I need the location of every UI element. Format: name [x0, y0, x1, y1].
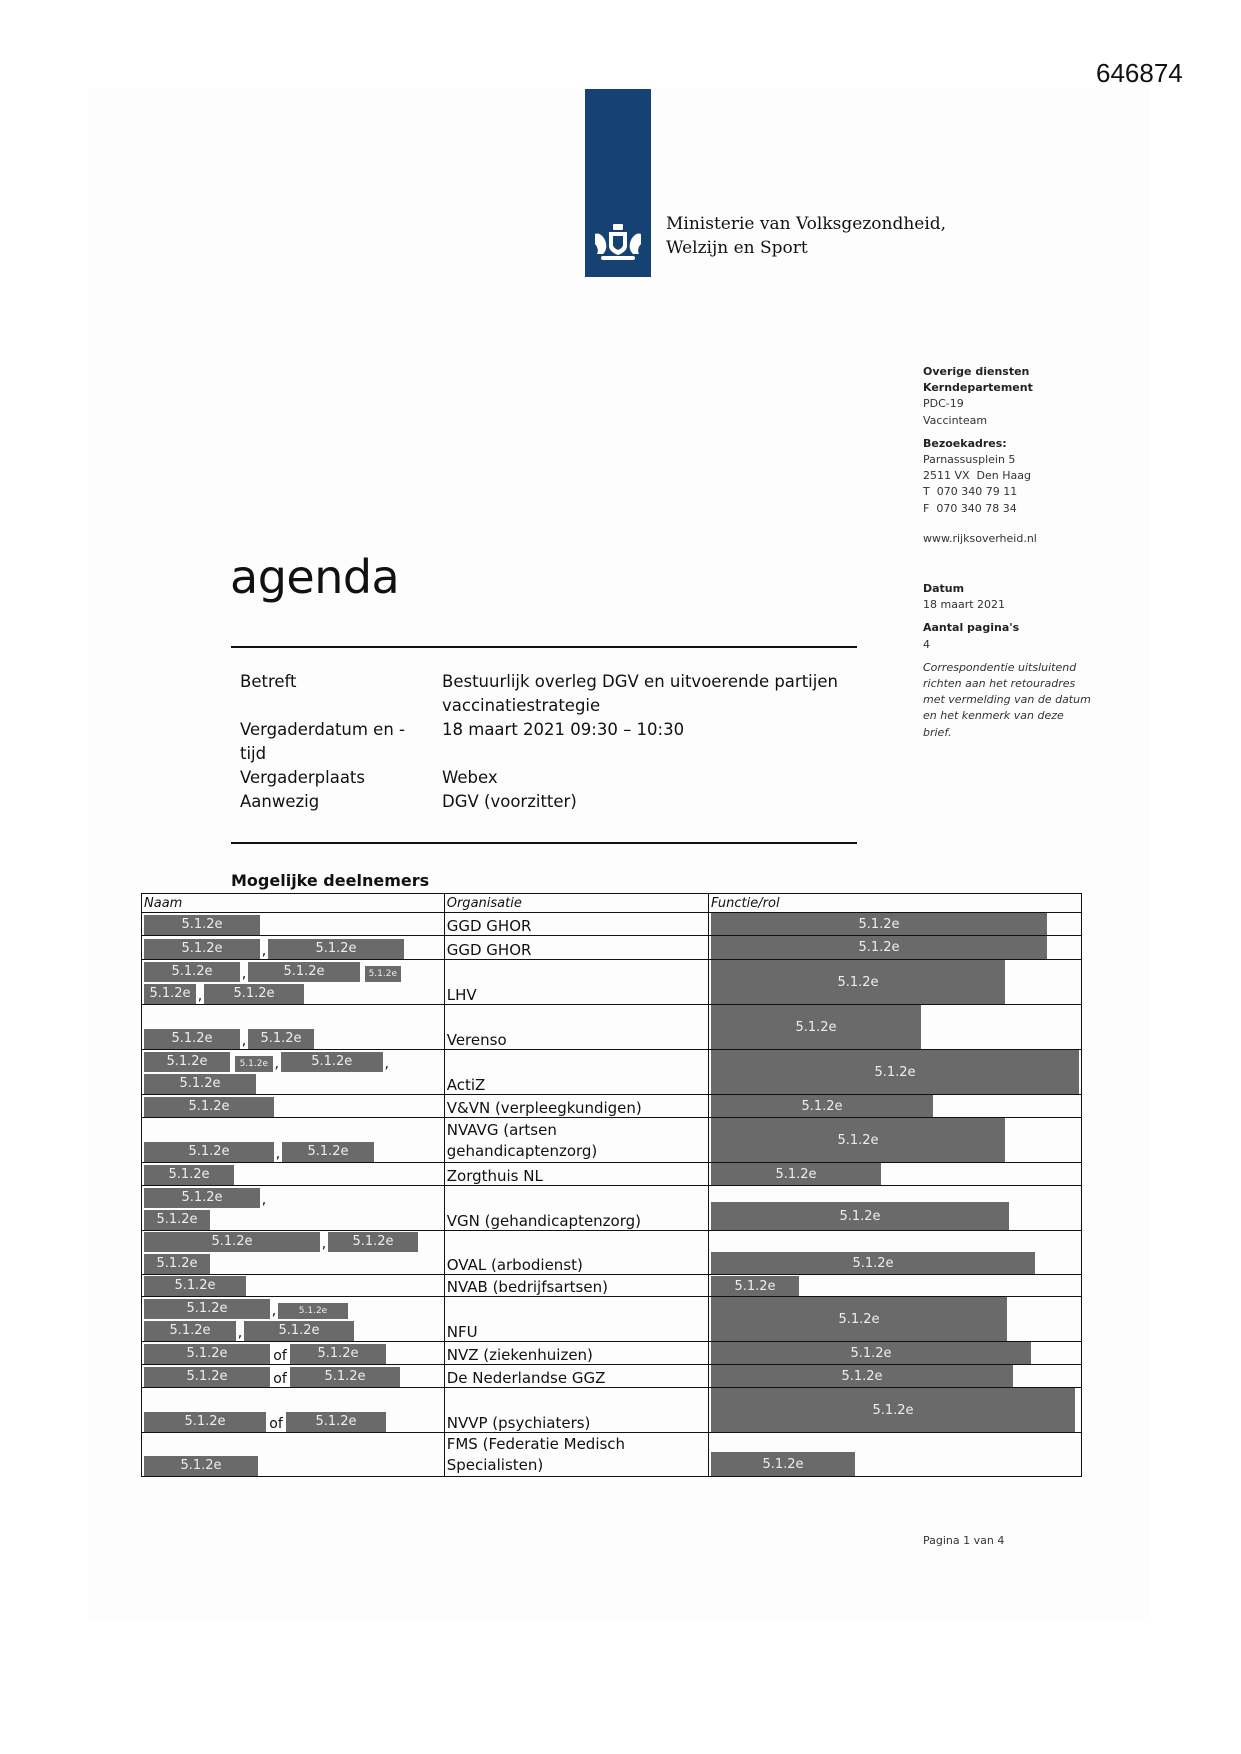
organisation-cell: LHV [444, 960, 708, 1005]
name-cell: 5.1.2e , 5.1.2e 5.1.2e 5.1.2e , 5.1.2e [142, 960, 445, 1005]
redaction-block: 5.1.2e [144, 1097, 274, 1117]
name-cell [142, 913, 445, 936]
notice-line-3: met vermelding van de datum [923, 693, 1091, 707]
table-row [142, 1297, 1082, 1342]
function-cell [708, 1365, 1081, 1388]
name-cell [142, 1342, 445, 1365]
table-row [142, 1275, 1082, 1297]
meta-value: 18 maart 2021 09:30 – 10:30 [442, 720, 685, 739]
notice-line-2: richten aan het retouradres [923, 677, 1076, 691]
meta-value: Bestuurlijk overleg DGV en uitvoerende partijen vaccinatiestrategie [442, 672, 838, 715]
phone-number: T 070 340 79 11 [923, 485, 1018, 499]
redaction-block: 5.1.2e [235, 1056, 273, 1072]
date-value: 18 maart 2021 [923, 598, 1006, 612]
meta-label: Aanwezig [240, 792, 320, 811]
organisation-cell: VGN (gehandicaptenzorg) [444, 1186, 708, 1231]
name-cell [142, 1275, 445, 1297]
organisation-cell: NVAB (bedrijfsartsen) [444, 1275, 708, 1297]
redaction-block: 5.1.2e [290, 1344, 386, 1364]
organisation-cell: ActiZ [444, 1050, 708, 1095]
redaction-block: 5.1.2e [144, 1165, 234, 1185]
name-cell [142, 1365, 445, 1388]
redaction-block: 5.1.2e [144, 1276, 246, 1296]
table-row [142, 1005, 1082, 1050]
redaction-block: 5.1.2e [144, 1412, 266, 1432]
redaction-block: 5.1.2e [711, 1005, 921, 1049]
column-header-organisation: Organisatie [444, 894, 708, 913]
redaction-block: 5.1.2e [144, 984, 196, 1004]
redaction-block: 5.1.2e [711, 936, 1047, 959]
organisation-cell: GGD GHOR [444, 913, 708, 936]
redaction-block: 5.1.2e [144, 962, 240, 982]
organisation-cell: NVVP (psychiaters) [444, 1388, 708, 1433]
redaction-block: 5.1.2e [144, 939, 260, 959]
name-cell: 5.1.2e 5.1.2e , 5.1.2e , 5.1.2e [142, 1050, 445, 1095]
redaction-block: 5.1.2e [144, 1188, 260, 1208]
table-row [142, 1433, 1082, 1477]
column-header-name: Naam [142, 894, 445, 913]
date-label: Datum [923, 582, 965, 596]
table-row [142, 1388, 1082, 1433]
dept-line-4: Vaccinteam [923, 413, 988, 427]
name-cell: 5.1.2e , 5.1.2e [142, 1118, 445, 1163]
page-number: Pagina 1 van 4 [923, 1534, 1005, 1547]
or-connector: of [273, 1348, 287, 1364]
function-cell [708, 1275, 1081, 1297]
redaction-block: 5.1.2e [711, 1297, 1007, 1341]
meta-label: Betreft [240, 672, 297, 691]
redaction-block: 5.1.2e [711, 1252, 1035, 1274]
name-cell: 5.1.2e , 5.1.2e 5.1.2e [142, 1231, 445, 1275]
dept-line-1: Overige diensten [923, 365, 1030, 378]
function-cell [708, 1186, 1081, 1231]
redaction-block: 5.1.2e [286, 1412, 386, 1432]
redaction-block: 5.1.2e [711, 1342, 1031, 1364]
redaction-block: 5.1.2e [711, 1202, 1009, 1230]
table-row [142, 1118, 1082, 1163]
meta-row-datetime [240, 718, 862, 766]
address-label: Bezoekadres: [923, 436, 1007, 450]
table-header-row [142, 894, 1082, 913]
function-cell [708, 1095, 1081, 1118]
function-cell [708, 1342, 1081, 1365]
pages-label: Aantal pagina's [923, 621, 1020, 635]
divider-top [231, 646, 857, 648]
redaction-block: 5.1.2e [144, 1210, 210, 1230]
table-row [142, 1365, 1082, 1388]
redaction-block: 5.1.2e [711, 1276, 799, 1296]
table-row [142, 936, 1082, 960]
redaction-block: 5.1.2e [711, 913, 1047, 935]
meta-row-location [240, 766, 862, 790]
redaction-block: 5.1.2e [248, 962, 360, 982]
name-cell [142, 1095, 445, 1118]
ministry-name [666, 212, 946, 260]
function-cell [708, 913, 1081, 936]
redaction-block: 5.1.2e [144, 1029, 240, 1049]
table-row [142, 913, 1082, 936]
ministry-name-line1: Ministerie van Volksgezondheid, [666, 214, 947, 234]
redaction-block: 5.1.2e [244, 1321, 354, 1341]
address-city: 2511 VX Den Haag [923, 469, 1031, 483]
organisation-cell: NVZ (ziekenhuizen) [444, 1342, 708, 1365]
redaction-block: 5.1.2e [248, 1029, 314, 1049]
coat-of-arms-icon [591, 222, 645, 262]
redaction-block: 5.1.2e [711, 960, 1005, 1004]
redaction-block: 5.1.2e [204, 984, 304, 1004]
redaction-block: 5.1.2e [711, 1388, 1075, 1432]
redaction-block: 5.1.2e [711, 1118, 1005, 1162]
organisation-cell: GGD GHOR [444, 936, 708, 960]
function-cell [708, 1231, 1081, 1275]
name-cell [142, 1388, 445, 1433]
sender-info-column [923, 364, 1123, 741]
redaction-block: 5.1.2e [144, 1367, 270, 1387]
organisation-cell: FMS (Federatie Medisch Specialisten) [444, 1433, 708, 1477]
meta-label: Vergaderplaats [240, 768, 365, 787]
table-row [142, 960, 1082, 1005]
divider-bottom [231, 842, 857, 844]
redaction-block: 5.1.2e [278, 1303, 348, 1319]
redaction-block: 5.1.2e [144, 915, 260, 935]
document-id: 646874 [1096, 58, 1183, 88]
redaction-block: 5.1.2e [144, 1254, 210, 1274]
redaction-block: 5.1.2e [365, 966, 401, 982]
name-cell [142, 1433, 445, 1477]
redaction-block: 5.1.2e [328, 1232, 418, 1252]
function-cell [708, 936, 1081, 960]
organisation-cell: NFU [444, 1297, 708, 1342]
pages-value: 4 [923, 637, 930, 651]
redaction-block: 5.1.2e [282, 1142, 374, 1162]
function-cell [708, 960, 1081, 1005]
column-header-function: Functie/rol [708, 894, 1081, 913]
redaction-block: 5.1.2e [290, 1367, 400, 1387]
function-cell [708, 1388, 1081, 1433]
or-connector: of [273, 1371, 287, 1387]
organisation-cell: Verenso [444, 1005, 708, 1050]
function-cell [708, 1163, 1081, 1186]
meta-value: DGV (voorzitter) [442, 792, 577, 811]
meta-row-subject [240, 670, 862, 718]
redaction-block: 5.1.2e [144, 1074, 256, 1094]
table-row [142, 1163, 1082, 1186]
table-row [142, 1095, 1082, 1118]
function-cell [708, 1118, 1081, 1163]
redaction-block: 5.1.2e [268, 939, 404, 959]
function-cell [708, 1005, 1081, 1050]
function-cell [708, 1297, 1081, 1342]
redaction-block: 5.1.2e [711, 1050, 1079, 1094]
table-row [142, 1231, 1082, 1275]
redaction-block: 5.1.2e [711, 1163, 881, 1185]
redaction-block: 5.1.2e [711, 1095, 933, 1117]
notice-line-5: brief. [923, 725, 952, 739]
participants-heading: Mogelijke deelnemers [231, 871, 430, 890]
name-cell: 5.1.2e , 5.1.2e [142, 1005, 445, 1050]
page-title: agenda [230, 550, 400, 604]
fax-number: F 070 340 78 34 [923, 501, 1017, 515]
name-cell: 5.1.2e , 5.1.2e [142, 1186, 445, 1231]
or-connector: of [269, 1416, 283, 1432]
table-row [142, 1342, 1082, 1365]
name-cell: 5.1.2e , 5.1.2e 5.1.2e , 5.1.2e [142, 1297, 445, 1342]
meta-value: Webex [442, 768, 498, 787]
redaction-block: 5.1.2e [144, 1142, 274, 1162]
redaction-block: 5.1.2e [144, 1299, 270, 1319]
function-cell [708, 1050, 1081, 1095]
meta-row-present [240, 790, 862, 814]
meeting-details [240, 670, 862, 814]
meta-label: Vergaderdatum en - tijd [240, 720, 405, 763]
notice-line-1: Correspondentie uitsluitend [923, 660, 1077, 674]
organisation-cell: OVAL (arbodienst) [444, 1231, 708, 1275]
function-cell [708, 1433, 1081, 1477]
redaction-block: 5.1.2e [144, 1232, 320, 1252]
table-row [142, 1050, 1082, 1095]
ministry-name-line2: Welzijn en Sport [666, 238, 808, 258]
redaction-block: 5.1.2e [711, 1452, 855, 1476]
redaction-block: 5.1.2e [281, 1052, 383, 1072]
name-cell: 5.1.2e , 5.1.2e [142, 936, 445, 960]
organisation-cell: NVAVG (artsen gehandicaptenzorg) [444, 1118, 708, 1163]
dept-line-3: PDC-19 [923, 397, 964, 411]
participants-table [141, 893, 1082, 1477]
address-street: Parnassusplein 5 [923, 453, 1016, 467]
redaction-block: 5.1.2e [144, 1456, 258, 1476]
redaction-block: 5.1.2e [144, 1321, 236, 1341]
redaction-block: 5.1.2e [144, 1052, 230, 1072]
name-cell [142, 1163, 445, 1186]
dept-line-2: Kerndepartement [923, 381, 1033, 395]
organisation-cell: De Nederlandse GGZ [444, 1365, 708, 1388]
redaction-block: 5.1.2e [711, 1365, 1013, 1387]
organisation-cell: V&VN (verpleegkundigen) [444, 1095, 708, 1118]
redaction-block: 5.1.2e [144, 1344, 270, 1364]
table-row [142, 1186, 1082, 1231]
organisation-cell: Zorgthuis NL [444, 1163, 708, 1186]
notice-line-4: en het kenmerk van deze [923, 709, 1064, 723]
website-link[interactable]: www.rijksoverheid.nl [923, 531, 1037, 545]
